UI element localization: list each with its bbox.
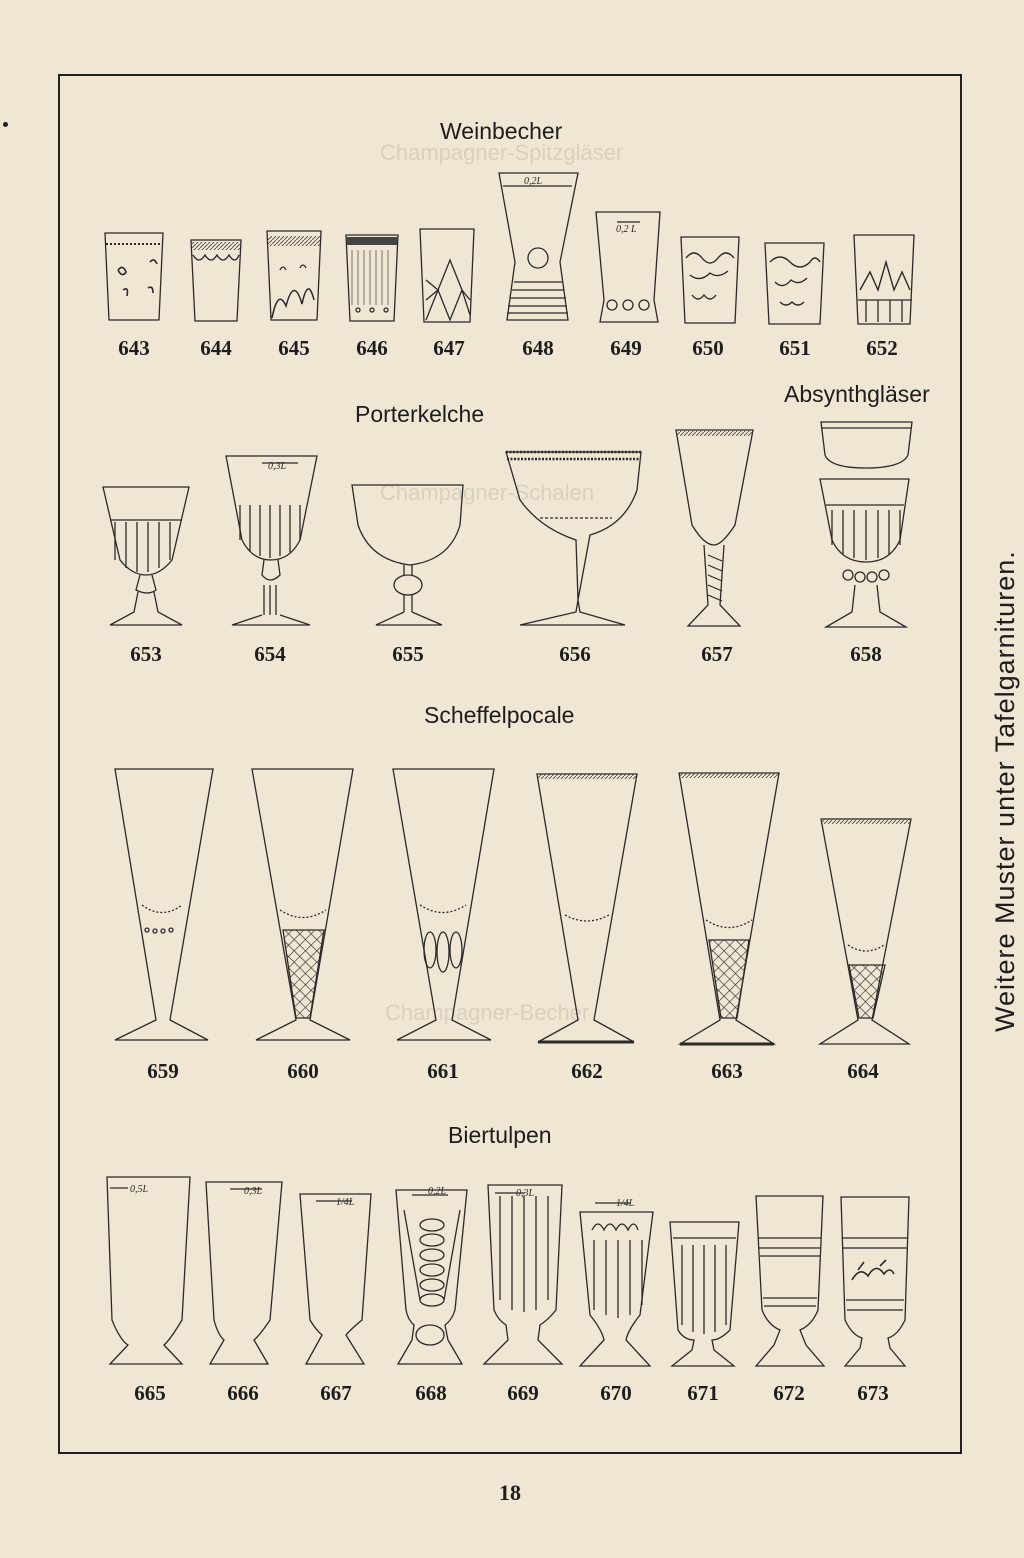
glass-664 [820,819,911,1044]
item-number: 658 [850,642,882,666]
side-note: Weitere Muster unter Tafelgarnituren. [990,550,1020,1032]
glass-647 [420,229,474,322]
page-number: 18 [499,1480,521,1505]
capacity-mark: 0,2L [428,1186,447,1197]
item-number: 657 [701,642,733,666]
item-number: 653 [130,642,162,666]
item-number: 668 [415,1381,447,1405]
item-number: 660 [287,1059,319,1083]
show-through-text: Champagner-Becher [385,1000,590,1025]
item-number: 646 [356,336,388,360]
section-title-weinbecher: Weinbecher [440,118,563,144]
glass-648 [499,173,578,320]
item-number: 643 [118,336,150,360]
item-number: 667 [320,1381,352,1405]
capacity-mark: 0,3L [244,1186,263,1197]
item-number: 661 [427,1059,459,1083]
capacity-mark: 0,3L [516,1188,535,1199]
item-number: 662 [571,1059,603,1083]
capacity-mark: 0,5L [130,1184,149,1195]
item-number: 650 [692,336,724,360]
glass-658 [820,422,912,627]
item-number: 664 [847,1059,879,1083]
item-number: 647 [433,336,465,360]
capacity-mark: 0,3L [268,461,287,472]
glass-665 [107,1177,190,1364]
section-title-biertulpen: Biertulpen [448,1122,552,1148]
item-number: 648 [522,336,554,360]
item-number: 670 [600,1381,632,1405]
glass-650 [681,237,739,323]
glass-669 [484,1185,562,1364]
glass-654 [226,456,317,625]
item-number: 651 [779,336,811,360]
glass-646 [346,235,398,321]
glass-673 [841,1197,909,1366]
item-number: 649 [610,336,642,360]
glass-663 [679,773,779,1044]
item-number: 644 [200,336,232,360]
glass-644 [191,240,241,321]
glass-667 [300,1194,371,1364]
glass-656 [506,452,641,625]
item-number: 663 [711,1059,743,1083]
section-title-porterkelche: Porterkelche [355,401,485,427]
item-number: 666 [227,1381,259,1405]
item-number: 669 [507,1381,539,1405]
capacity-mark: 1/4L [336,1197,355,1208]
glass-672 [756,1196,824,1366]
glass-645 [267,231,321,320]
glass-662 [537,774,637,1042]
item-number: 671 [687,1381,719,1405]
glass-651 [765,243,824,324]
glass-668 [396,1190,467,1364]
glass-666 [206,1182,282,1364]
glass-653 [103,487,189,625]
item-number: 654 [254,642,286,666]
item-number: 645 [278,336,310,360]
glass-659 [115,769,213,1040]
glass-643 [105,233,163,320]
capacity-mark: 0,2 L [616,224,637,235]
glass-670 [580,1203,653,1366]
section-title-scheffelpocale: Scheffelpocale [424,702,575,728]
show-through-text: Champagner-Schalen [380,480,595,505]
glass-657 [676,430,753,626]
item-number: 672 [773,1381,805,1405]
show-through-text: Champagner-Spitzgläser [380,140,624,165]
section-title-absynthglaeser: Absynthgläser [784,381,930,407]
capacity-mark: 0,2L [524,176,543,187]
glass-655 [352,485,463,625]
glass-661 [393,769,494,1040]
capacity-mark: 1/4L [616,1198,635,1209]
item-number: 665 [134,1381,166,1405]
item-number: 659 [147,1059,179,1083]
glass-671 [670,1222,739,1366]
item-number: 656 [559,642,591,666]
glass-660 [252,769,353,1040]
item-number: 652 [866,336,898,360]
item-number: 673 [857,1381,889,1405]
glass-652 [854,235,914,324]
item-number: 655 [392,642,424,666]
